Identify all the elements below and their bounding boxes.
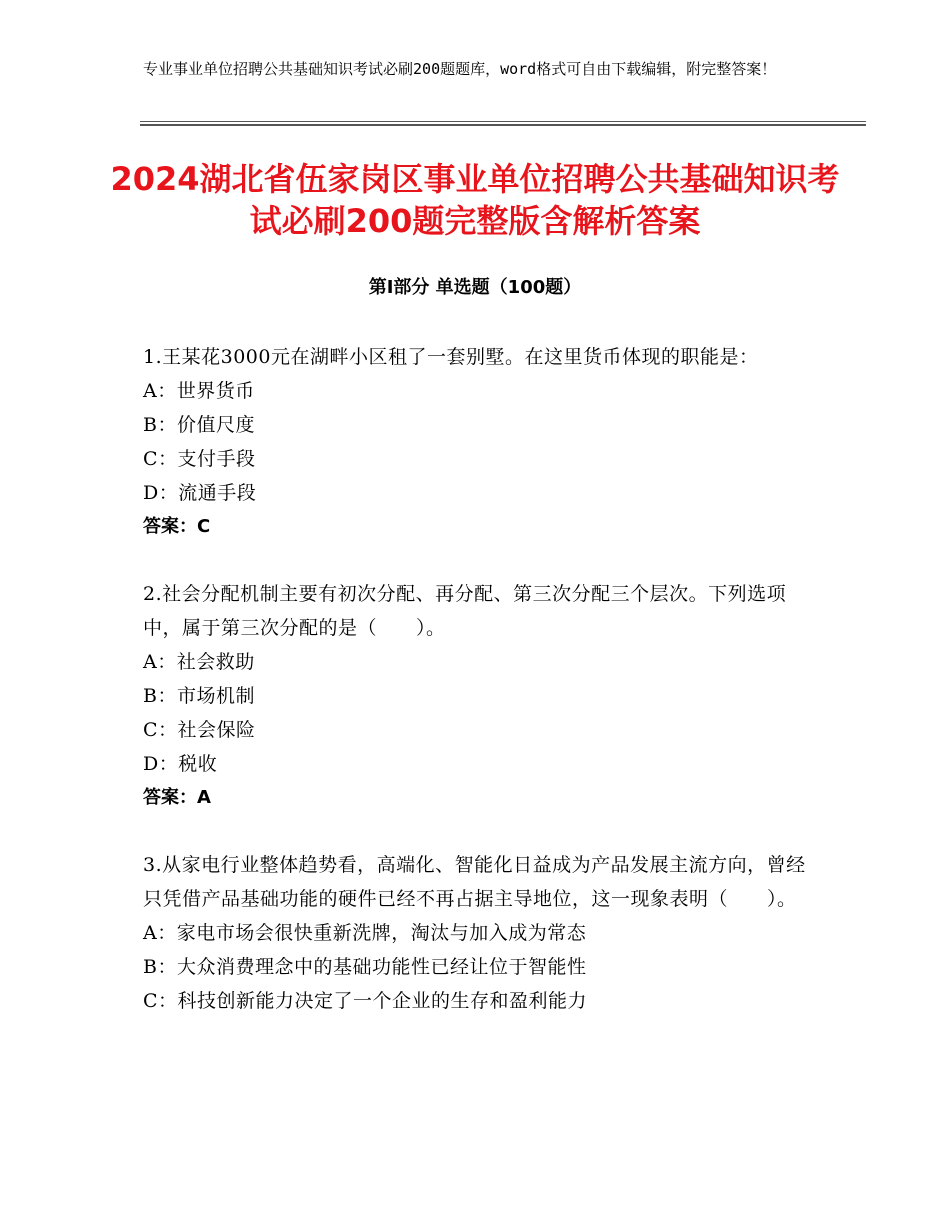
header-rule: [140, 121, 866, 126]
option-c: C：支付手段: [143, 448, 256, 470]
answer: 答案：A: [143, 787, 211, 808]
question-3: [143, 848, 813, 1018]
question-1: [143, 340, 813, 544]
option-b: B：大众消费理念中的基础功能性已经让位于智能性: [143, 956, 587, 978]
option-d: D：流通手段: [143, 482, 257, 504]
answer: 答案：C: [143, 516, 211, 537]
document-title: 2024湖北省伍家岗区事业单位招聘公共基础知识考试必刷200题完整版含解析答案: [110, 160, 840, 240]
option-b: B：市场机制: [143, 685, 255, 707]
option-c: C：科技创新能力决定了一个企业的生存和盈利能力: [143, 990, 588, 1012]
question-text: 1.王某花3000元在湖畔小区租了一套别墅。在这里货币体现的职能是：: [143, 346, 759, 368]
question-2: [143, 577, 813, 815]
question-text: 2.社会分配机制主要有初次分配、再分配、第三次分配三个层次。下列选项中，属于第三次分配的是（ ）。: [143, 583, 787, 639]
option-a: A：社会救助: [143, 651, 255, 673]
option-c: C：社会保险: [143, 719, 256, 741]
question-list: [143, 340, 813, 1051]
option-b: B：价值尺度: [143, 414, 255, 436]
option-a: A：家电市场会很快重新洗牌，淘汰与加入成为常态: [143, 922, 587, 944]
option-d: D：税收: [143, 753, 218, 775]
header-note: 专业事业单位招聘公共基础知识考试必刷200题题库，word格式可自由下载编辑，附完整答案！: [143, 60, 777, 78]
section-heading: 第Ⅰ部分 单选题（100题）: [368, 277, 582, 298]
option-a: A：世界货币: [143, 380, 255, 402]
question-text: 3.从家电行业整体趋势看，高端化、智能化日益成为产品发展主流方向，曾经只凭借产品基础功能的硬件已经不再占据主导地位，这一现象表明（ ）。: [143, 854, 806, 910]
